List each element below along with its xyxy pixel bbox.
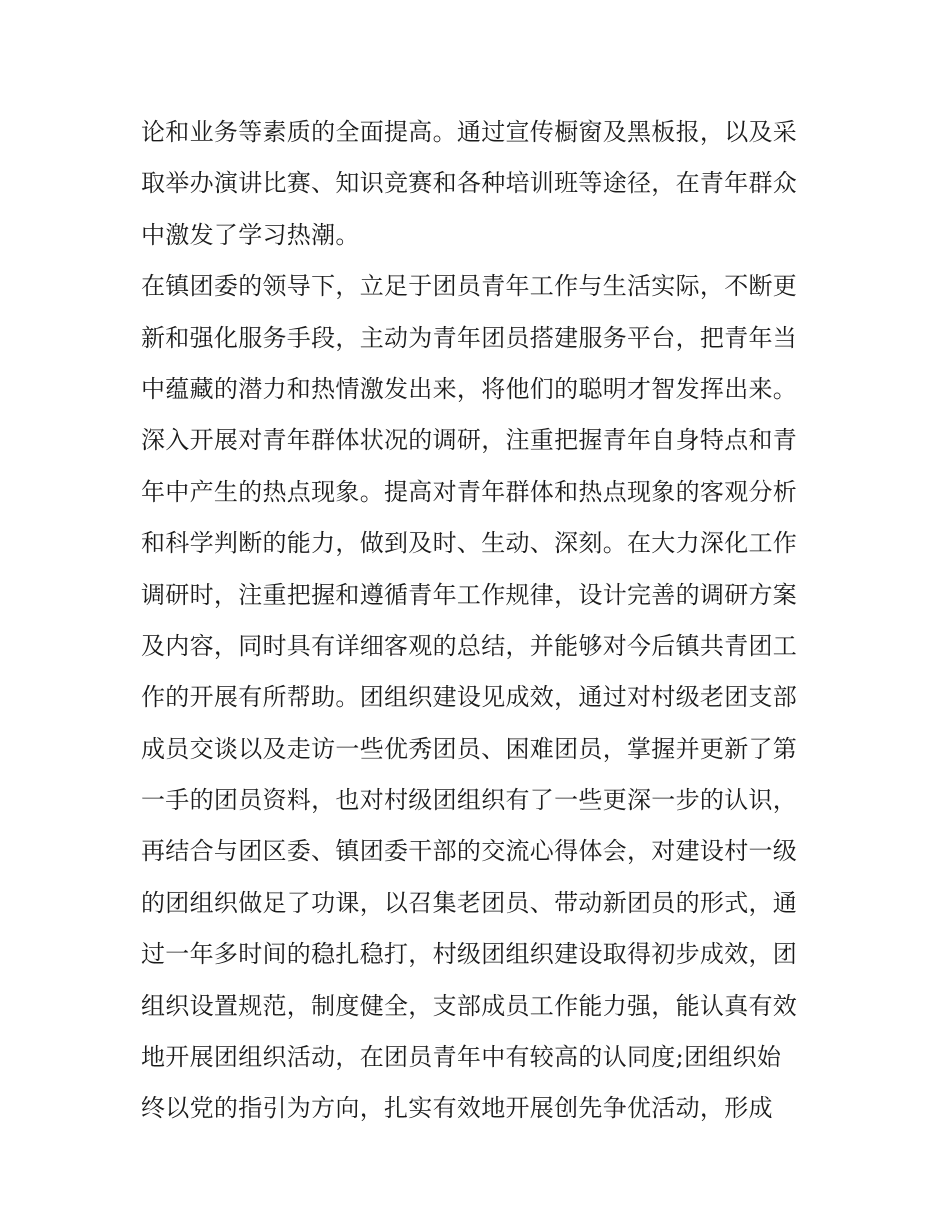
text-line: 成员交谈以及走访一些优秀团员、困难团员，掌握并更新了第 bbox=[141, 734, 798, 763]
text-line: 再结合与团区委、镇团委干部的交流心得体会，对建设村一级 bbox=[141, 837, 798, 866]
text-line: 及内容，同时具有详细客观的总结，并能够对今后镇共青团工 bbox=[141, 631, 798, 660]
text-line: 组织设置规范，制度健全，支部成员工作能力强，能认真有效 bbox=[141, 991, 798, 1020]
text-line: 年中产生的热点现象。提高对青年群体和热点现象的客观分析 bbox=[141, 477, 798, 506]
text-line: 论和业务等素质的全面提高。通过宣传橱窗及黑板报，以及采 bbox=[141, 118, 798, 146]
text-line: 中激发了学习热潮。 bbox=[141, 220, 360, 249]
text-line: 调研时，注重把握和遵循青年工作规律，设计完善的调研方案 bbox=[141, 580, 798, 609]
text-line: 中蕴藏的潜力和热情激发出来，将他们的聪明才智发挥出来。 bbox=[141, 374, 798, 403]
text-line: 过一年多时间的稳扎稳打，村级团组织建设取得初步成效，团 bbox=[141, 940, 798, 969]
body-text bbox=[141, 107, 821, 1135]
text-line: 作的开展有所帮助。团组织建设见成效，通过对村级老团支部 bbox=[141, 683, 798, 712]
text-line: 新和强化服务手段，主动为青年团员搭建服务平台，把青年当 bbox=[141, 323, 798, 352]
text-line: 深入开展对青年群体状况的调研，注重把握青年自身特点和青 bbox=[141, 426, 798, 455]
text-line: 和科学判断的能力，做到及时、生动、深刻。在大力深化工作 bbox=[141, 529, 798, 558]
text-line: 在镇团委的领导下，立足于团员青年工作与生活实际，不断更 bbox=[141, 272, 798, 301]
text-line: 取举办演讲比赛、知识竞赛和各种培训班等途径，在青年群众 bbox=[141, 169, 798, 198]
text-line: 地开展团组织活动，在团员青年中有较高的认同度;团组织始 bbox=[141, 1043, 782, 1072]
text-line: 的团组织做足了功课，以召集老团员、带动新团员的形式，通 bbox=[141, 888, 798, 917]
text-line: 终以党的指引为方向，扎实有效地开展创先争优活动，形成 bbox=[141, 1094, 773, 1123]
text-line: 一手的团员资料，也对村级团组织有了一些更深一步的认识， bbox=[141, 786, 798, 815]
